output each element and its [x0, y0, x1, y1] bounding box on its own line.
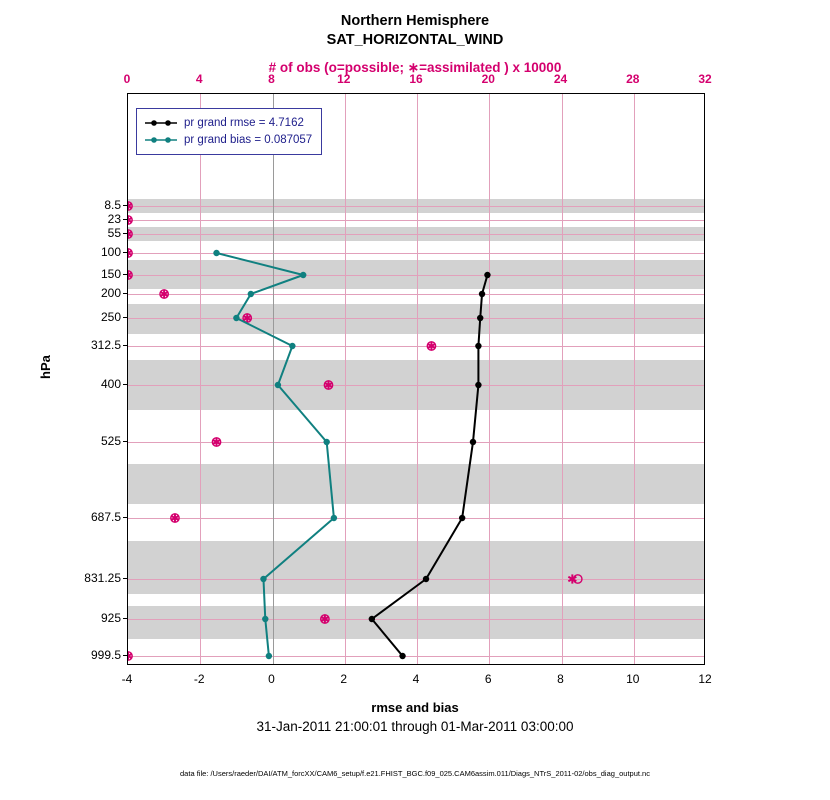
y-tick-mark: [123, 441, 128, 442]
y-tick-mark: [123, 517, 128, 518]
y-tick-label: 831.25: [84, 571, 121, 585]
series-marker: [470, 439, 476, 445]
series-marker: [399, 653, 405, 659]
y-tick-label: 200: [100, 286, 121, 300]
legend-label-bias: pr grand bias = 0.087057: [184, 133, 313, 146]
legend-symbol-rmse: [144, 117, 178, 129]
y-tick-mark: [123, 655, 128, 656]
y-tick-label: 525: [100, 434, 121, 448]
data-series-layer: [128, 94, 705, 665]
y-tick-mark: [123, 205, 128, 206]
chart-title: [0, 12, 830, 50]
top-tick-label: 28: [626, 72, 640, 86]
top-tick-label: 24: [553, 72, 568, 86]
top-tick-label: 0: [123, 72, 131, 86]
title-line-1: Northern Hemisphere: [340, 13, 490, 29]
y-tick-mark: [123, 384, 128, 385]
y-tick-mark: [123, 274, 128, 275]
series-marker: [233, 315, 239, 321]
date-range-subtitle: 31-Jan-2011 21:00:01 through 01-Mar-2011 03:00:00: [256, 719, 574, 734]
series-marker: [213, 250, 219, 256]
y-tick-mark: [123, 293, 128, 294]
x-tick-label: 10: [626, 672, 640, 686]
y-tick-label: 8.5: [104, 198, 121, 212]
series-marker: [369, 616, 375, 622]
legend: [136, 108, 322, 155]
series-marker: [484, 272, 490, 278]
y-tick-label: 23: [107, 212, 121, 226]
y-tick-label: 999.5: [90, 648, 121, 662]
series-marker: [459, 515, 465, 521]
obs-possible-marker: [574, 575, 582, 583]
top-axis-label: # of obs (o=possible; ∗=assimilated ) x 10000: [268, 60, 562, 75]
plot-area: [127, 93, 705, 665]
top-tick-label: 20: [481, 72, 495, 86]
y-tick-mark: [123, 219, 128, 220]
x-tick-label: 0: [268, 672, 275, 686]
y-tick-mark: [123, 578, 128, 579]
legend-item-rmse: [144, 114, 312, 131]
y-tick-label: 400: [100, 377, 121, 391]
x-tick-label: 2: [340, 672, 348, 686]
x-tick-label: -2: [193, 672, 205, 686]
series-line: [217, 253, 334, 656]
series-marker: [248, 291, 254, 297]
title-line-2: SAT_HORIZONTAL_WIND: [326, 32, 504, 48]
series-marker: [423, 576, 429, 582]
top-tick-label: 32: [698, 72, 712, 86]
y-tick-label: 55: [107, 226, 121, 240]
y-tick-label: 250: [100, 310, 121, 324]
series-marker: [475, 343, 481, 349]
top-tick-label: 4: [195, 72, 203, 86]
legend-item-bias: [144, 131, 312, 148]
y-tick-mark: [123, 233, 128, 234]
y-tick-label: 312.5: [90, 338, 121, 352]
top-tick-label: 8: [268, 72, 275, 86]
x-tick-label: 12: [698, 672, 712, 686]
y-tick-mark: [123, 252, 128, 253]
data-file-path: data file: /Users/raeder/DAI/ATM_forcXX/CAM6_setup/f.e21.FHIST_BGC.f09_025.CAM6assim.011/Diags_NTrS_2011-02/obs_diag_output.nc: [180, 769, 650, 778]
x-tick-label: 6: [484, 672, 492, 686]
series-marker: [479, 291, 485, 297]
y-axis-label: hPa: [38, 355, 53, 379]
x-tick-label: 4: [412, 672, 420, 686]
series-marker: [475, 382, 481, 388]
top-tick-label: 12: [337, 72, 351, 86]
x-tick-label: -4: [121, 672, 133, 686]
x-tick-label: 8: [557, 672, 564, 686]
y-tick-mark: [123, 345, 128, 346]
series-marker: [289, 343, 295, 349]
y-tick-label: 687.5: [90, 510, 121, 524]
top-tick-label: 16: [409, 72, 423, 86]
series-marker: [323, 439, 329, 445]
series-line: [372, 275, 488, 656]
x-axis-label: rmse and bias: [371, 700, 459, 715]
series-marker: [477, 315, 483, 321]
series-marker: [266, 653, 272, 659]
legend-symbol-bias: [144, 134, 178, 146]
series-marker: [275, 382, 281, 388]
y-tick-mark: [123, 618, 128, 619]
y-tick-label: 150: [100, 267, 121, 281]
series-marker: [300, 272, 306, 278]
series-marker: [331, 515, 337, 521]
series-marker: [260, 576, 266, 582]
y-tick-mark: [123, 317, 128, 318]
y-tick-label: 925: [100, 611, 121, 625]
y-tick-label: 100: [100, 245, 121, 259]
legend-label-rmse: pr grand rmse = 4.7162: [184, 116, 304, 129]
series-marker: [262, 616, 268, 622]
